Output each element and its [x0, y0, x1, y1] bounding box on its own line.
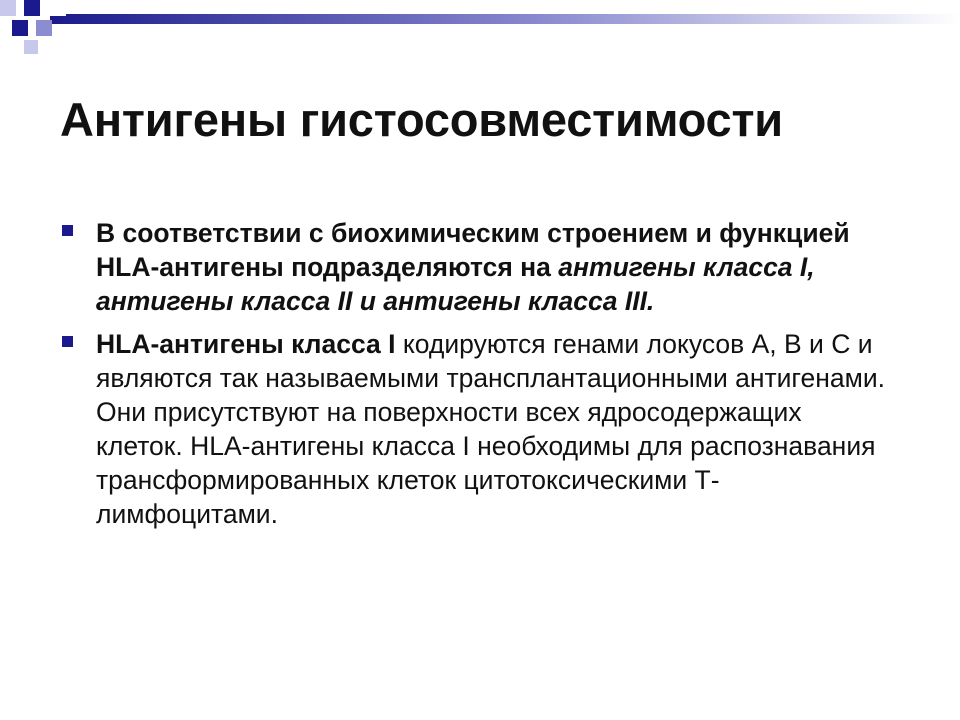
bullet-bold-text: В соответствии с биохимическим строением и функцией HLA-антигены подразделяются на [96, 218, 850, 282]
square-bullet-icon [62, 225, 73, 236]
deco-square [36, 20, 52, 36]
deco-square [24, 40, 38, 54]
deco-square [0, 0, 16, 16]
header-gradient-bar [50, 14, 960, 24]
bullet-bold-text: HLA-антигены класса I [96, 329, 396, 359]
bullet-item [62, 327, 892, 531]
square-bullet-icon [62, 336, 73, 347]
bullet-regular-text: кодируются генами локусов А, В и С и являются так называемыми трансплантационными антигенами. Они присутствуют на поверхности всех ядросодержащих клеток. HLA-антигены класса I необходимы для распознавания трансформированных клеток цитотоксическими Т-лимфоцитами. [96, 329, 886, 529]
bullet-bold-italic-text: антигены класса I, антигены класса II и антигены класса III. [96, 252, 815, 316]
header-decoration [0, 0, 960, 60]
slide-title: Антигены гистосовместимости [60, 93, 783, 146]
deco-square [12, 20, 28, 36]
bullet-text [96, 327, 892, 531]
bullet-item [62, 216, 892, 318]
bullet-text [96, 216, 892, 318]
deco-square [24, 0, 40, 16]
deco-square [50, 0, 66, 16]
bullet-list [62, 216, 892, 540]
